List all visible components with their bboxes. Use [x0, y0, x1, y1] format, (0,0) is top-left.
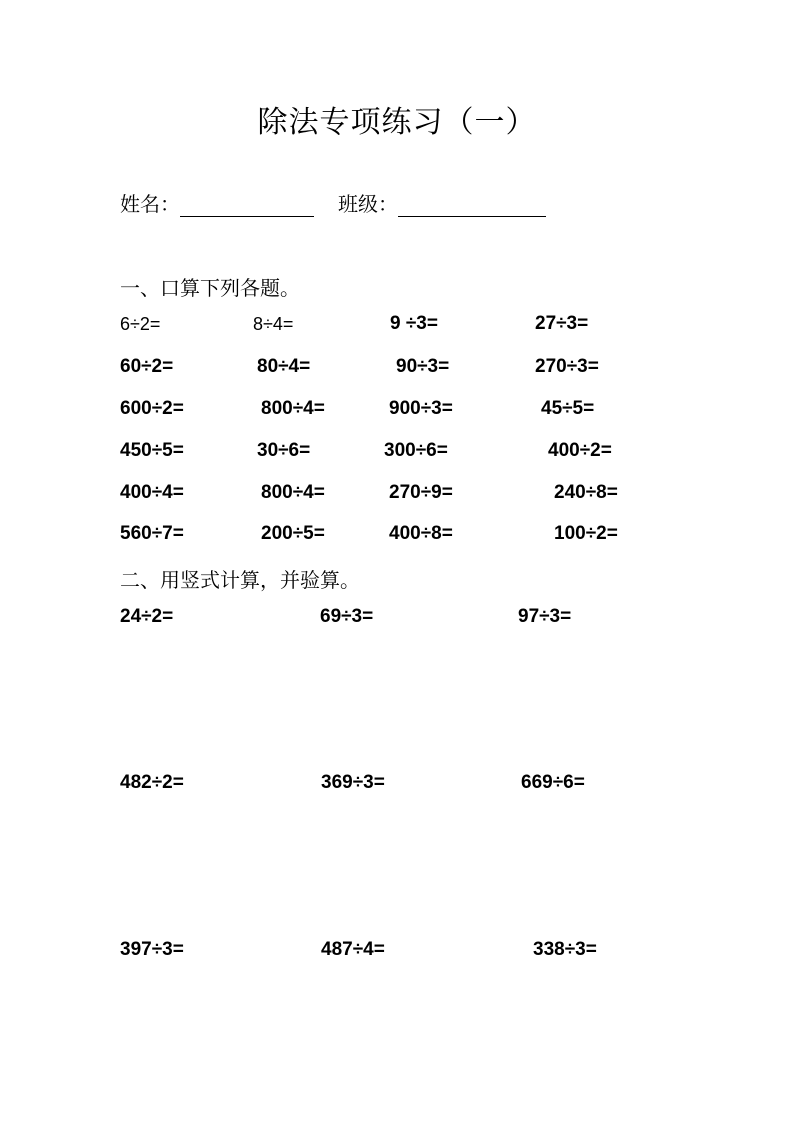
oral-problem: 400÷4=: [120, 482, 184, 503]
oral-problem: 800÷4=: [261, 482, 325, 503]
oral-problem: 80÷4=: [257, 356, 311, 377]
vertical-problem: 482÷2=: [120, 772, 184, 793]
page-title: 除法专项练习（一）: [257, 105, 537, 140]
oral-problem: 400÷2=: [548, 440, 612, 461]
oral-problem: 450÷5=: [120, 440, 184, 461]
vertical-problem: 397÷3=: [120, 939, 184, 960]
oral-problem: 300÷6=: [384, 440, 448, 461]
name-field: [120, 188, 314, 217]
oral-problem: 8÷4=: [253, 314, 294, 334]
oral-problem: 900÷3=: [389, 398, 453, 419]
class-label: 班级：: [338, 192, 398, 216]
oral-problem: 45÷5=: [541, 398, 595, 419]
oral-problem: 30÷6=: [257, 440, 311, 461]
oral-problem: 200÷5=: [261, 523, 325, 544]
oral-problem: 270÷3=: [535, 356, 599, 377]
oral-problem: 800÷4=: [261, 398, 325, 419]
vertical-problem: 97÷3=: [518, 606, 572, 627]
oral-problem: 9 ÷3=: [390, 313, 438, 334]
oral-problem: 270÷9=: [389, 482, 453, 503]
class-field: [338, 188, 546, 217]
name-label: 姓名：: [120, 192, 180, 216]
vertical-problem: 369÷3=: [321, 772, 385, 793]
oral-problem: 60÷2=: [120, 356, 174, 377]
vertical-problem: 69÷3=: [320, 606, 374, 627]
oral-problem: 600÷2=: [120, 398, 184, 419]
vertical-problem: 669÷6=: [521, 772, 585, 793]
oral-problem: 240÷8=: [554, 482, 618, 503]
vertical-problem: 24÷2=: [120, 606, 174, 627]
oral-problem: 560÷7=: [120, 523, 184, 544]
oral-problem: 90÷3=: [396, 356, 450, 377]
oral-problem: 100÷2=: [554, 523, 618, 544]
oral-problem: 6÷2=: [120, 314, 161, 334]
vertical-problem: 338÷3=: [533, 939, 597, 960]
name-blank[interactable]: [180, 194, 314, 217]
vertical-problem: 487÷4=: [321, 939, 385, 960]
section-1-heading: 一、口算下列各题。: [120, 276, 300, 300]
section-2-heading: 二、用竖式计算，并验算。: [120, 568, 360, 592]
oral-problem: 400÷8=: [389, 523, 453, 544]
oral-problem: 27÷3=: [535, 313, 589, 334]
class-blank[interactable]: [398, 194, 546, 217]
